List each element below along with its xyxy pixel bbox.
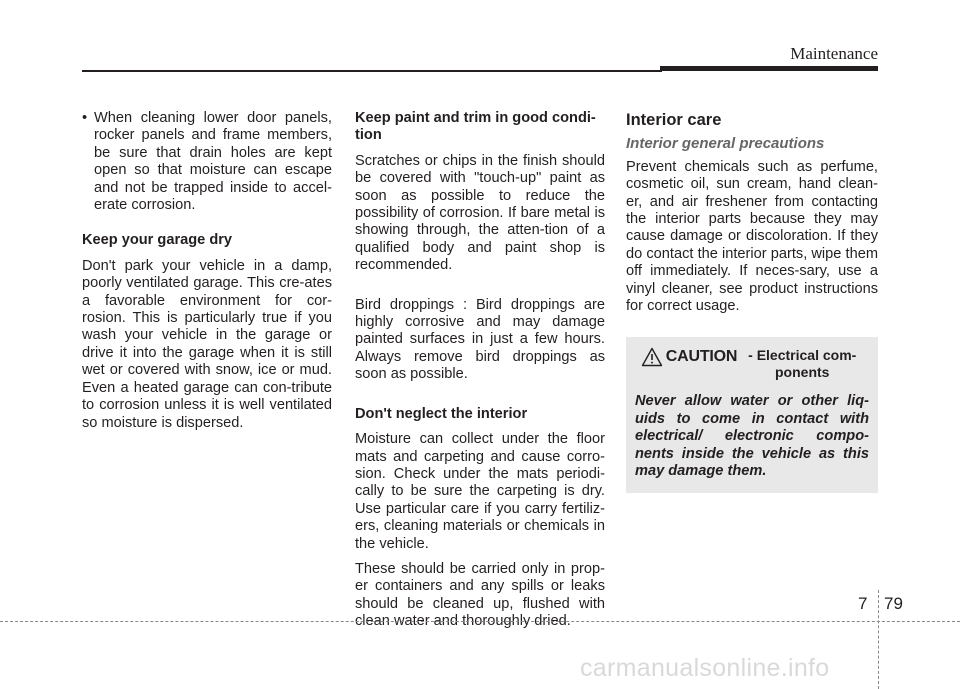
warning-triangle-icon bbox=[641, 347, 663, 367]
bullet-icon: • bbox=[82, 110, 88, 126]
watermark: carmanualsonline.info bbox=[580, 654, 830, 682]
header-rule bbox=[82, 70, 662, 72]
footer-crop-mark bbox=[878, 590, 879, 689]
interior-heading: Don't neglect the interior bbox=[355, 405, 528, 422]
caution-box bbox=[626, 337, 878, 492]
left-column bbox=[82, 110, 332, 432]
right-column bbox=[626, 110, 878, 493]
chapter-number: 7 bbox=[858, 594, 868, 613]
garage-paragraph: Don't park your vehicle in a damp, poorly ventilated garage. This cre-ates a favorable environment for cor-rosion. This is particularly true if you wash your vehicle in the garage or drive it into the garage when it is still wet or covered with snow, ice or mud. Even a heated garage can con-tribute to corrosion unless it is well ventilated so moisture is dispersed. bbox=[82, 257, 332, 431]
garage-heading: Keep your garage dry bbox=[82, 232, 233, 249]
section-title: Interior care bbox=[626, 111, 722, 129]
bullet-text: When cleaning lower door panels, rocker panels and frame members, be sure that drain holes are kept open so that moisture can escape and not be trapped inside to accel-erate corrosion. bbox=[94, 110, 332, 214]
middle-column bbox=[355, 110, 605, 631]
footer-crop-line bbox=[0, 621, 960, 622]
interior-paragraph: Moisture can collect under the floor mats and carpeting and cause corro-sion. Check under the mats periodi-cally to be sure the carpeting is dry. Use particular care if you carry fertiliz-ers, cleaning materials or chemicals in the vehicle. bbox=[355, 431, 605, 552]
carry-paragraph: These should be carried only in prop-er containers and any spills or leaks should be cleaned up, flushed with clean water and thoroughly dried. bbox=[355, 560, 605, 630]
page-number: 79 bbox=[884, 594, 903, 613]
caution-header bbox=[635, 347, 869, 381]
caution-subject: - Electrical com-ponents bbox=[748, 347, 857, 381]
subsection-title: Interior general precautions bbox=[626, 135, 825, 153]
header-title: Maintenance bbox=[790, 44, 878, 63]
paint-heading: Keep paint and trim in good condi-tion bbox=[355, 110, 596, 144]
paint-paragraph: Scratches or chips in the finish should be covered with "touch-up" paint as soon as possible to reduce the possibility of corrosion. If bare metal is showing through, the atten-tion of a qualified body and paint shop is recommended. bbox=[355, 152, 605, 274]
caution-label: CAUTION bbox=[665, 348, 738, 366]
caution-text: Never allow water or other liq-uids to come in contact with electrical/ electronic compo-nents inside the vehicle as this may damage them. bbox=[635, 393, 869, 480]
header-rule-accent bbox=[660, 66, 878, 71]
bird-droppings-paragraph: Bird droppings : Bird droppings are highly corrosive and may damage painted surfaces in just a few hours. Always remove bird droppings as soon as possible. bbox=[355, 296, 605, 383]
list-item-drain-holes bbox=[82, 110, 332, 214]
precautions-paragraph: Prevent chemicals such as perfume, cosmetic oil, sun cream, hand clean-er, and air freshener from contacting the interior parts because they may cause damage or discoloration. If they do contact the interior parts, wipe them off immediately. If neces-sary, use a vinyl cleaner, see product instructions for correct usage. bbox=[626, 158, 878, 315]
